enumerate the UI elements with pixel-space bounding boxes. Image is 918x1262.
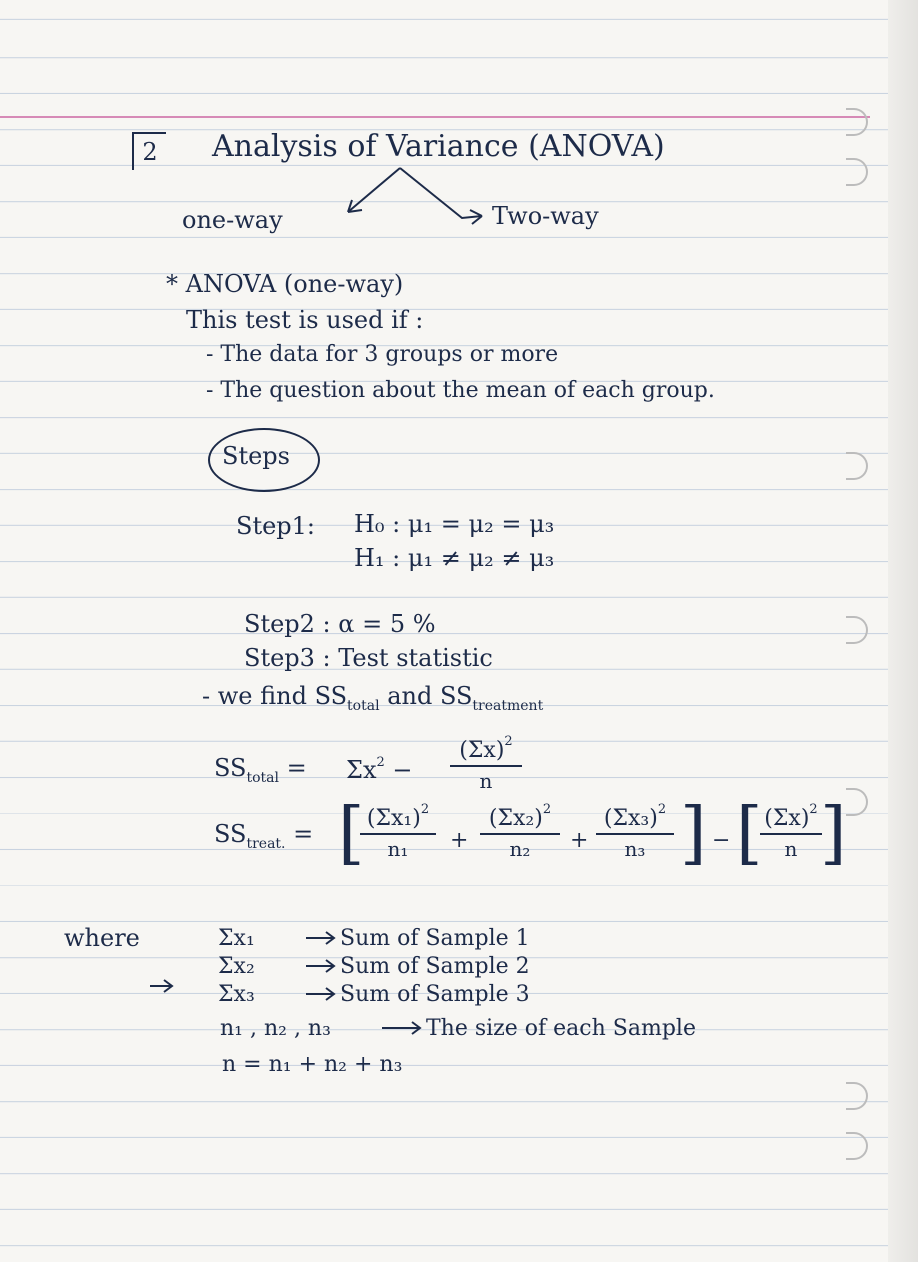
fraction-sample1 — [360, 802, 436, 861]
section-number: 2 — [132, 132, 166, 170]
condition-2: - The question about the mean of each group. — [206, 378, 715, 403]
intro-line: This test is used if : — [186, 306, 424, 334]
find-text: - we find — [202, 682, 315, 710]
subscript-treat: treat. — [246, 836, 286, 852]
total-n-formula: n = n₁ + n₂ + n₃ — [222, 1052, 403, 1077]
sum-x1: (Σx₁) — [366, 806, 421, 831]
square-exponent: 2 — [504, 734, 513, 749]
where-item-1-term: Σx₁ — [218, 926, 255, 951]
numerator — [596, 802, 674, 831]
numerator — [450, 734, 522, 763]
plus-sign: + — [570, 828, 589, 853]
denominator: n₁ — [387, 837, 409, 861]
ss-symbol: SS — [314, 682, 348, 710]
sum-x: Σx — [346, 756, 377, 784]
ss-symbol: SS — [214, 754, 247, 782]
fraction-sample2 — [480, 802, 560, 861]
sum-x-group: (Σx) — [459, 738, 505, 763]
page-title: Analysis of Variance (ANOVA) — [212, 129, 665, 164]
denominator: n — [784, 837, 798, 861]
where-item-3-term: Σx₃ — [218, 982, 255, 1007]
bracket-open: [ — [736, 794, 763, 873]
step2: Step2 : α = 5 % — [244, 610, 436, 638]
fraction-sample3 — [596, 802, 674, 861]
fraction-bar — [596, 833, 674, 835]
where-item-2-term: Σx₂ — [218, 954, 255, 979]
step1-label: Step1: — [236, 512, 316, 540]
square-exponent: 2 — [657, 802, 667, 817]
fraction-bar — [480, 833, 560, 835]
sum-x2: (Σx₂) — [488, 806, 543, 831]
sum-x-squared — [346, 756, 413, 782]
ss-symbol: SS — [214, 820, 247, 848]
numerator — [360, 802, 436, 831]
fraction-total — [450, 734, 522, 793]
square-exponent: 2 — [809, 802, 818, 817]
fraction-overall — [760, 802, 822, 861]
step3: Step3 : Test statistic — [244, 644, 493, 672]
numerator — [480, 802, 560, 831]
minus-sign: − — [712, 828, 731, 853]
fraction-bar — [760, 833, 822, 835]
subscript-total: total — [347, 698, 380, 714]
fraction-bar — [450, 765, 522, 767]
ss-symbol: SS — [439, 682, 473, 710]
steps-label: Steps — [222, 442, 290, 470]
where-item-4-desc: The size of each Sample — [426, 1016, 696, 1041]
two-way-label: Two-way — [492, 202, 599, 230]
and-word: and — [379, 682, 440, 710]
sum-x: (Σx) — [764, 806, 810, 831]
square-exponent: 2 — [376, 755, 385, 770]
bracket-close: ] — [680, 794, 707, 873]
where-item-1-desc: Sum of Sample 1 — [340, 926, 530, 951]
where-item-3-desc: Sum of Sample 3 — [340, 982, 530, 1007]
where-item-4-term: n₁ , n₂ , n₃ — [220, 1016, 331, 1041]
where-item-2-desc: Sum of Sample 2 — [340, 954, 530, 979]
null-hypothesis: H₀ : μ₁ = μ₂ = μ₃ — [354, 510, 555, 538]
sum-x3: (Σx₃) — [603, 806, 658, 831]
denominator: n₂ — [509, 837, 531, 861]
fraction-bar — [360, 833, 436, 835]
subscript-treatment: treatment — [472, 698, 544, 714]
bullet-heading: * ANOVA (one-way) — [166, 270, 404, 298]
one-way-label: one-way — [182, 206, 283, 234]
square-exponent: 2 — [420, 802, 430, 817]
equals-sign: = — [278, 754, 307, 782]
bracket-open: [ — [338, 794, 365, 873]
where-label: where — [64, 924, 140, 952]
bracket-close: ] — [820, 794, 847, 873]
alt-hypothesis: H₁ : μ₁ ≠ μ₂ ≠ μ₃ — [354, 544, 555, 572]
ss-treat-lhs — [214, 822, 313, 851]
subscript-total: total — [246, 770, 279, 786]
minus-sign: − — [384, 756, 413, 784]
denominator: n₃ — [624, 837, 646, 861]
square-exponent: 2 — [542, 802, 552, 817]
ss-total-lhs — [214, 756, 307, 785]
denominator: n — [479, 769, 493, 793]
plus-sign: + — [450, 828, 469, 853]
find-line — [202, 684, 543, 713]
condition-1: - The data for 3 groups or more — [206, 342, 559, 367]
numerator — [760, 802, 822, 831]
equals-sign: = — [285, 820, 314, 848]
